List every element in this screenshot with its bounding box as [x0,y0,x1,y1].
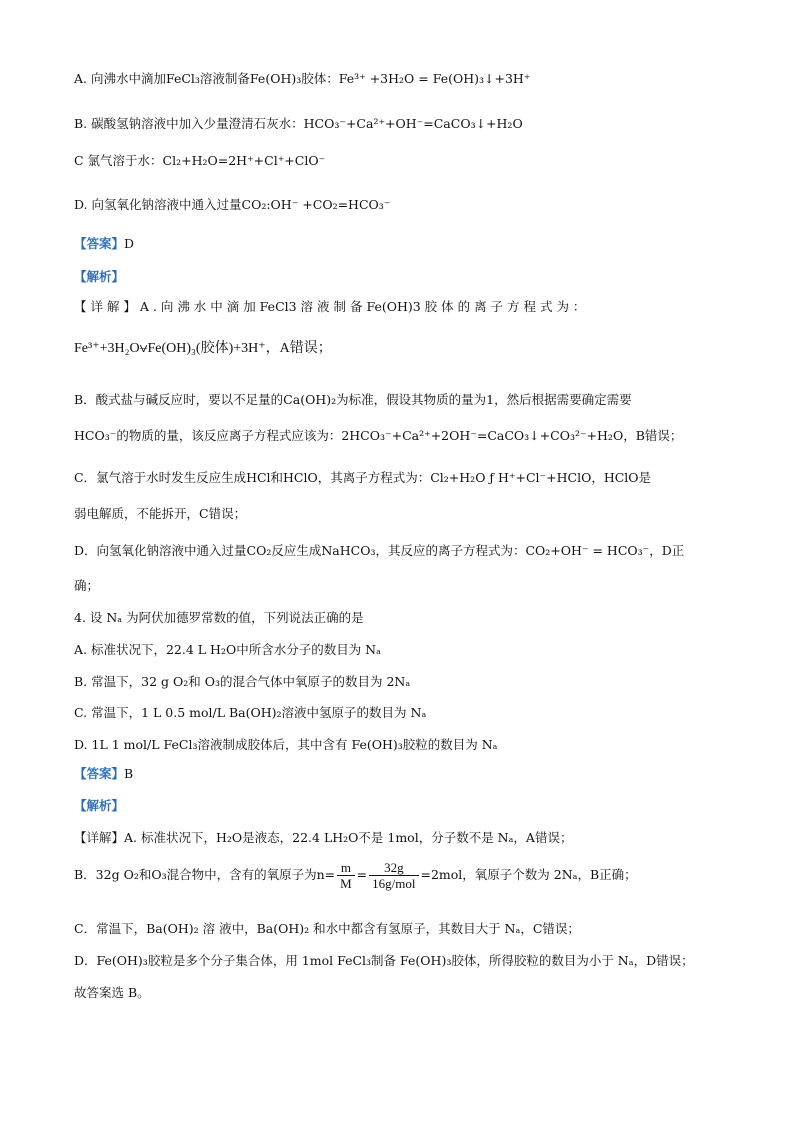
detail-b-prefix: B．32g O₂和O₃混合物中，含有的氧原子为n= [74,867,336,882]
q3-detail-d-line1: D．向氢氧化钠溶液中通入过量CO₂反应生成NaHCO₃，其反应的离子方程式为：CO₂+OH⁻ = HCO₃⁻，D正 [74,543,685,558]
q3-detail-a-line2: Fe³⁺+3H₂O⩝Fe(OH)₃(胶体)+3H⁺，A错误； [74,341,332,356]
q3-detail-c-line2: 弱电解质，不能拆开，C错误； [74,506,247,521]
q4-detail-b [74,860,754,891]
fraction-m-over-M [337,860,355,891]
answer-tag: 【答案】 [74,236,125,251]
q3-analysis-tag [74,268,754,286]
equals-sign: = [356,867,368,882]
answer-value: B [124,766,134,781]
q3-detail-b-line2: HCO₃⁻的物质的量，该反应离子方程式应该为：2HCO₃⁻+Ca²⁺+2OH⁻=CaCO₃↓+CO₃²⁻+H₂O，B错误； [74,428,683,443]
analysis-tag: 【解析】 [74,269,125,284]
q3-option-a: A. 向沸水中滴加FeCl₃溶液制备Fe(OH)₃胶体：Fe³⁺ +3H₂O = Fe(OH)₃↓+3H⁺ [74,71,531,86]
q4-stem: 4. 设 Nₐ 为阿伏加德罗常数的值，下列说法正确的是 [74,610,364,625]
q3-detail-a-line1: 【 详 解 】 A . 向 沸 水 中 滴 加 FeCl3 溶 液 制 备 Fe(OH)3 胶 体 的 离 子 方 程 式 为 ： [74,299,586,314]
q4-conclusion: 故答案选 B。 [74,985,150,1000]
q3-option-d: D. 向氢氧化钠溶液中通入过量CO₂:OH⁻ +CO₂=HCO₃⁻ [74,197,391,212]
q4-detail-d: D．Fe(OH)₃胶粒是多个分子集合体，用 1mol FeCl₃制备 Fe(OH)₃胶体，所得胶粒的数目为小于 Nₐ，D错误； [74,953,694,968]
answer-value: D [124,236,135,251]
analysis-tag: 【解析】 [74,798,125,813]
q4-option-a: A. 标准状况下，22.4 L H₂O中所含水分子的数目为 Nₐ [74,642,381,657]
fraction-denominator: M [340,876,352,891]
q3-answer [74,235,754,253]
fraction-numerator: 32g [369,860,418,876]
q4-detail-c: C．常温下，Ba(OH)₂ 溶 液中，Ba(OH)₂ 和水中都含有氢原子，其数目大于 Nₐ，C错误； [74,921,580,936]
fraction-32g-over-16gmol [369,860,418,891]
q3-option-c: C 氯气溶于水：Cl₂+H₂O=2H⁺+Cl⁺+ClO⁻ [74,153,326,168]
q4-option-d: D. 1L 1 mol/L FeCl₃溶液制成胶体后，其中含有 Fe(OH)₃胶粒的数目为 Nₐ [74,737,498,752]
q3-detail-d-line2: 确； [74,578,100,593]
q3-detail-c-line1: C．氯气溶于水时发生反应生成HCl和HClO，其离子方程式为：Cl₂+H₂O ƒ H⁺+Cl⁻+HClO，HClO是 [74,470,652,485]
q4-option-c: C. 常温下，1 L 0.5 mol/L Ba(OH)₂溶液中氢原子的数目为 Nₐ [74,705,427,720]
q3-option-b: B. 碳酸氢钠溶液中加入少量澄清石灰水：HCO₃⁻+Ca²⁺+OH⁻=CaCO₃↓+H₂O [74,116,523,131]
detail-b-suffix: =2mol，氧原子个数为 2Nₐ，B正确； [420,867,637,882]
fraction-numerator: m [337,860,355,876]
fraction-denominator: 16g/mol [372,876,416,891]
q4-option-b: B. 常温下，32 g O₂和 O₃的混合气体中氧原子的数目为 2Nₐ [74,674,411,689]
q4-detail-a: 【详解】A. 标准状况下，H₂O是液态，22.4 LH₂O不是 1mol，分子数不是 Nₐ，A错误； [74,830,573,845]
q3-detail-b-line1: B．酸式盐与碱反应时，要以不足量的Ca(OH)₂为标准，假设其物质的量为1，然后根据需要确定需要 [74,392,632,407]
q4-answer [74,765,754,783]
answer-tag: 【答案】 [74,766,125,781]
q4-analysis-tag [74,797,754,815]
